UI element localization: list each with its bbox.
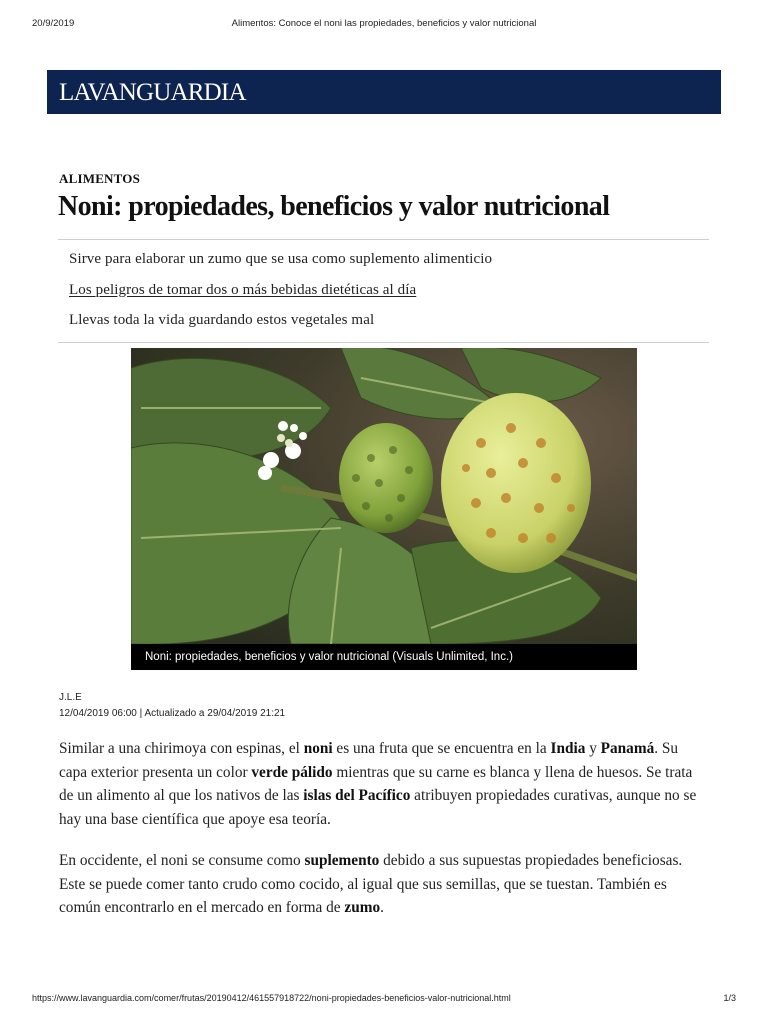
section-label[interactable]: ALIMENTOS: [59, 171, 141, 186]
bold-run: islas del Pacífico: [303, 787, 411, 804]
related-articles-list: [58, 239, 709, 343]
page-url[interactable]: https://www.lavanguardia.com/comer/frutas/20190412/461557918722/noni-propiedades-beneficios-valor-nutricional.html: [32, 993, 511, 1003]
paragraph-2: [59, 849, 709, 920]
masthead: [47, 70, 721, 114]
bold-run: noni: [303, 740, 333, 757]
text-run: Similar a una chirimoya con espinas, el: [59, 740, 304, 757]
site-logo[interactable]: LAVANGUARDIA: [59, 79, 246, 106]
print-page-title: Alimentos: Conoce el noni las propiedades, beneficios y valor nutricional: [231, 18, 537, 29]
bold-run: India: [550, 740, 586, 757]
bold-run: suplemento: [304, 852, 380, 869]
article-headline: Noni: propiedades, beneficios y valor nutricional: [58, 191, 610, 222]
image-caption: Noni: propiedades, beneficios y valor nutricional (Visuals Unlimited, Inc.): [131, 644, 637, 670]
bold-run: verde pálido: [251, 763, 333, 781]
bold-run: Panamá: [600, 740, 655, 757]
related-item[interactable]: Llevas toda la vida guardando estos vegetales mal: [69, 312, 375, 328]
text-run: .: [380, 899, 384, 916]
text-run: En occidente, el noni se consume como: [59, 852, 305, 869]
text-run: es una fruta que se encuentra en la: [332, 740, 551, 757]
related-item-link[interactable]: Los peligros de tomar dos o más bebidas dietéticas al día: [69, 281, 417, 298]
byline: [59, 690, 285, 722]
text-run: debido a sus supuestas propiedades beneficiosas. Este se puede comer tanto crudo como cocido, al igual que sus semillas, que se tuestan. También es común encontrarlo en el mercado en forma de: [59, 852, 683, 916]
text-run: mientras que su carne es blanca y llena de huesos. Se trata de un alimento al que los nativos de las: [59, 763, 693, 804]
text-run: . Su capa exterior presenta un color: [59, 740, 679, 781]
text-run: atribuyen propiedades curativas, aunque no se hay una base científica que apoye esa teoría.: [59, 787, 697, 828]
noni-fruit-image: [131, 348, 637, 644]
related-item-summary: Sirve para elaborar un zumo que se usa como suplemento alimenticio: [69, 251, 493, 267]
article-photo: [131, 348, 637, 670]
dateline: 12/04/2019 06:00 | Actualizado a 29/04/2019 21:21: [59, 708, 286, 719]
page-number: 1/3: [723, 993, 736, 1003]
bold-run: zumo: [344, 899, 381, 916]
article-body: [59, 737, 709, 938]
print-date: 20/9/2019: [32, 18, 75, 29]
text-run: y: [585, 740, 601, 757]
paragraph-1: [59, 737, 709, 831]
print-header: [0, 18, 768, 32]
author[interactable]: J.L.E: [59, 692, 82, 703]
